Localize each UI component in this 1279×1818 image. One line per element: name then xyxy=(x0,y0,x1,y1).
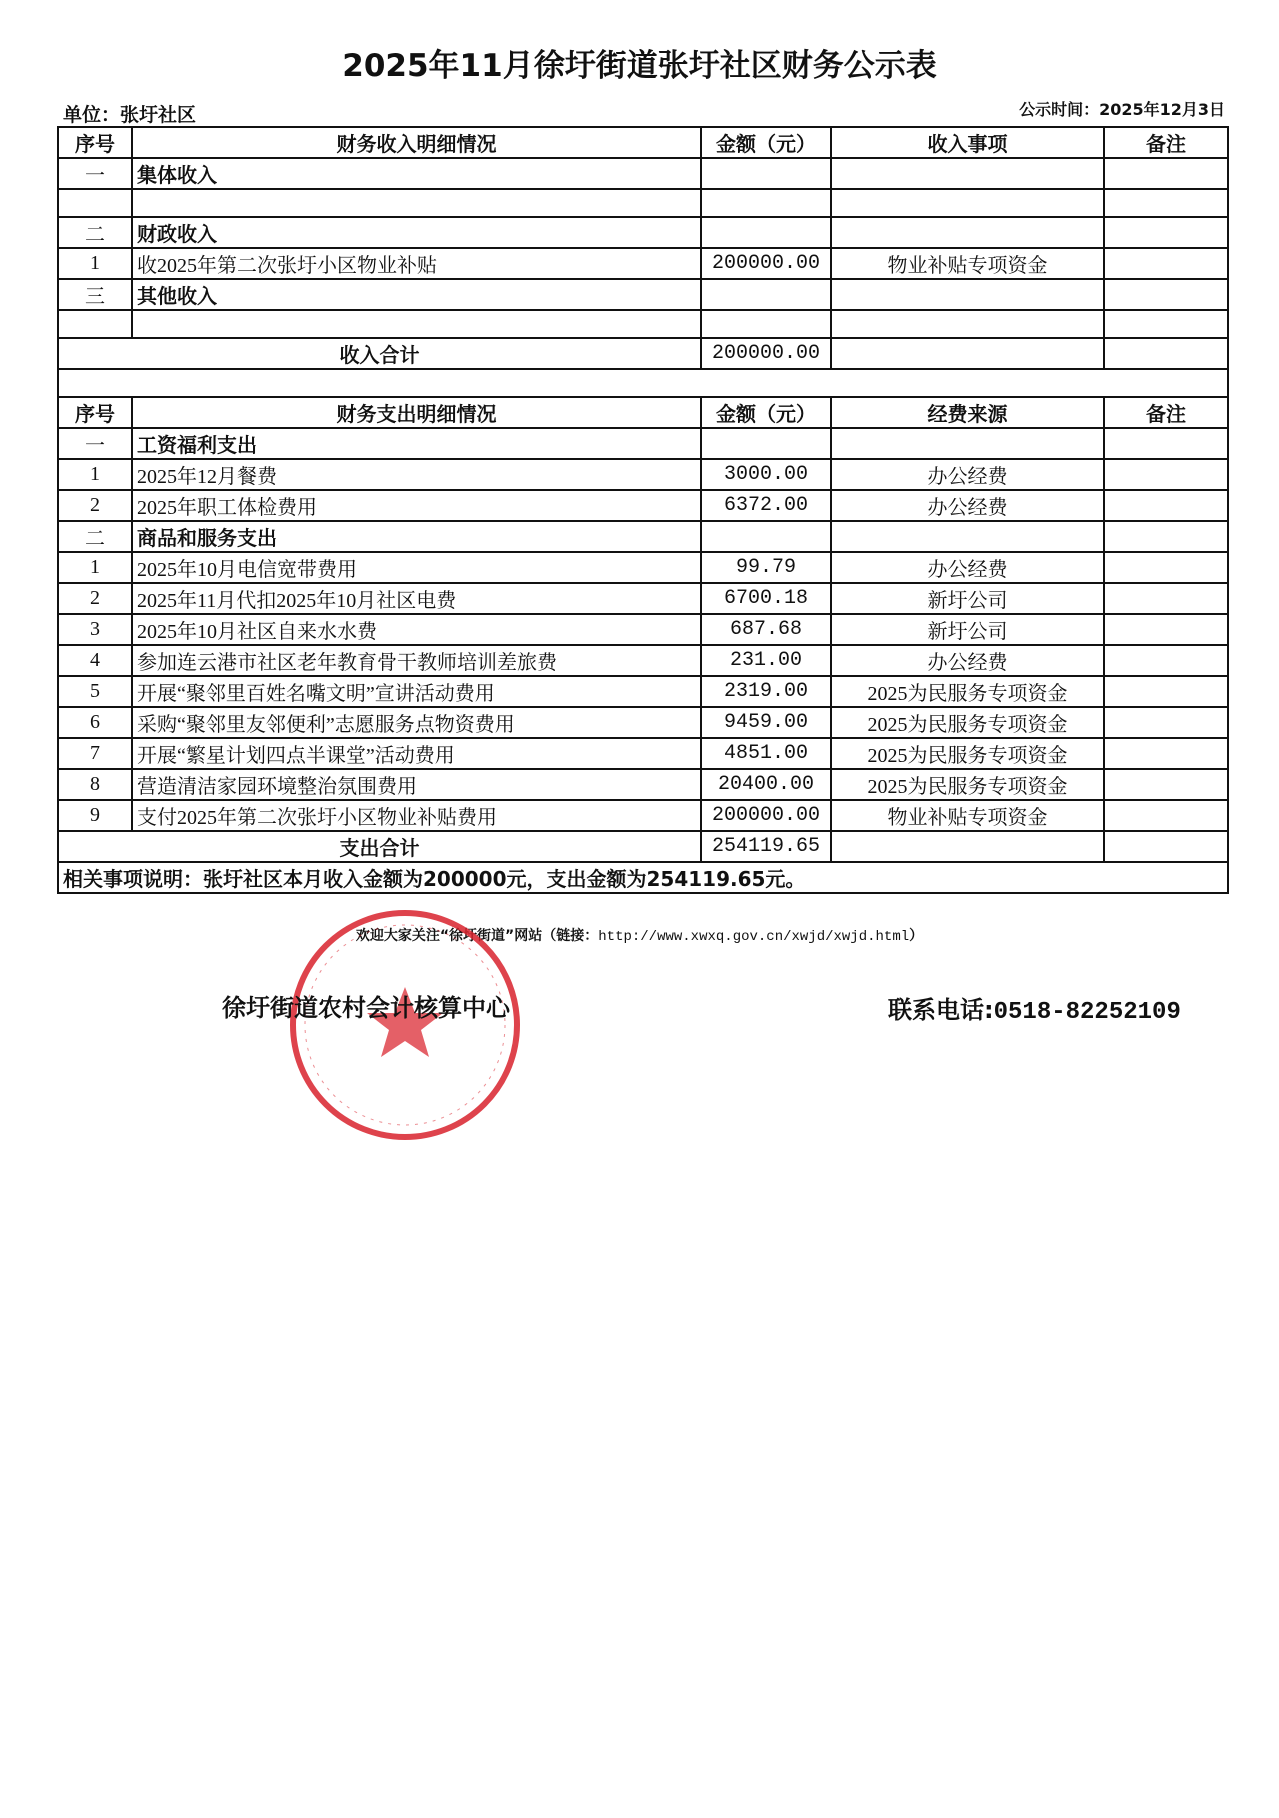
row-item xyxy=(831,158,1104,189)
organization-name: 徐圩街道农村会计核算中心 xyxy=(222,994,510,1022)
row-desc: 2025年职工体检费用 xyxy=(132,490,701,521)
row-desc: 参加连云港市社区老年教育骨干教师培训差旅费 xyxy=(132,645,701,676)
row-remark xyxy=(1104,645,1228,676)
row-amount xyxy=(701,158,831,189)
row-source: 2025为民服务专项资金 xyxy=(831,769,1104,800)
row-desc: 财政收入 xyxy=(132,217,701,248)
income-row xyxy=(58,279,1228,310)
col-header-amount: 金额（元） xyxy=(701,127,831,158)
row-remark xyxy=(1104,800,1228,831)
row-source: 新圩公司 xyxy=(831,614,1104,645)
row-remark xyxy=(1104,310,1228,338)
row-amount: 20400.00 xyxy=(701,769,831,800)
row-source: 办公经费 xyxy=(831,459,1104,490)
row-item xyxy=(831,217,1104,248)
unit-label: 单位：张圩社区 xyxy=(63,104,197,126)
row-remark xyxy=(1104,428,1228,459)
phone-label: 联系电话: xyxy=(888,996,994,1024)
expense-row xyxy=(58,583,1228,614)
expense-row xyxy=(58,800,1228,831)
row-no: 6 xyxy=(58,707,132,738)
income-row xyxy=(58,310,1228,338)
finance-table xyxy=(57,126,1229,894)
row-remark xyxy=(1104,521,1228,552)
row-desc: 2025年12月餐费 xyxy=(132,459,701,490)
row-source: 2025为民服务专项资金 xyxy=(831,707,1104,738)
income-total-item xyxy=(831,338,1104,369)
expense-row xyxy=(58,738,1228,769)
row-amount: 687.68 xyxy=(701,614,831,645)
row-amount xyxy=(701,217,831,248)
website-close: ） xyxy=(909,928,924,944)
row-remark xyxy=(1104,158,1228,189)
row-remark xyxy=(1104,738,1228,769)
row-desc xyxy=(132,310,701,338)
income-total-label: 收入合计 xyxy=(58,338,701,369)
row-amount: 3000.00 xyxy=(701,459,831,490)
row-remark xyxy=(1104,552,1228,583)
row-remark xyxy=(1104,490,1228,521)
website-notice xyxy=(0,925,1279,945)
row-desc xyxy=(132,189,701,217)
row-remark xyxy=(1104,707,1228,738)
row-amount: 200000.00 xyxy=(701,800,831,831)
row-source: 新圩公司 xyxy=(831,583,1104,614)
col-header-fund-source: 经费来源 xyxy=(831,397,1104,428)
row-no: 9 xyxy=(58,800,132,831)
row-item xyxy=(831,279,1104,310)
row-desc: 开展“繁星计划四点半课堂”活动费用 xyxy=(132,738,701,769)
phone-number: 0518-82252109 xyxy=(993,999,1181,1026)
row-item xyxy=(831,189,1104,217)
income-row xyxy=(58,217,1228,248)
row-amount xyxy=(701,428,831,459)
expense-row xyxy=(58,614,1228,645)
expense-total-remark xyxy=(1104,831,1228,862)
row-amount xyxy=(701,310,831,338)
row-no: 4 xyxy=(58,645,132,676)
row-no: 2 xyxy=(58,583,132,614)
row-desc: 营造清洁家园环境整治氛围费用 xyxy=(132,769,701,800)
row-source: 物业补贴专项资金 xyxy=(831,800,1104,831)
expense-total-label: 支出合计 xyxy=(58,831,701,862)
document-title: 2025年11月徐圩街道张圩社区财务公示表 xyxy=(342,48,937,84)
col-header-income-desc: 财务收入明细情况 xyxy=(132,127,701,158)
row-desc: 其他收入 xyxy=(132,279,701,310)
row-remark xyxy=(1104,583,1228,614)
expense-total-source xyxy=(831,831,1104,862)
row-no: 一 xyxy=(58,158,132,189)
col-header-expense-desc: 财务支出明细情况 xyxy=(132,397,701,428)
row-no: 2 xyxy=(58,490,132,521)
expense-row xyxy=(58,459,1228,490)
expense-total-amount: 254119.65 xyxy=(701,831,831,862)
row-amount: 6700.18 xyxy=(701,583,831,614)
row-desc: 2025年11月代扣2025年10月社区电费 xyxy=(132,583,701,614)
row-no: 3 xyxy=(58,614,132,645)
row-no: 7 xyxy=(58,738,132,769)
row-no: 8 xyxy=(58,769,132,800)
row-amount: 99.79 xyxy=(701,552,831,583)
row-amount: 2319.00 xyxy=(701,676,831,707)
row-item xyxy=(831,310,1104,338)
row-desc: 采购“聚邻里友邻便利”志愿服务点物资费用 xyxy=(132,707,701,738)
row-amount: 200000.00 xyxy=(701,248,831,279)
row-desc: 收2025年第二次张圩小区物业补贴 xyxy=(132,248,701,279)
col-header-income-item: 收入事项 xyxy=(831,127,1104,158)
income-total-remark xyxy=(1104,338,1228,369)
publish-date: 公示时间：2025年12月3日 xyxy=(1019,100,1225,119)
row-source: 办公经费 xyxy=(831,490,1104,521)
col-header-remark: 备注 xyxy=(1104,127,1228,158)
expense-total-row xyxy=(58,831,1228,862)
row-desc: 开展“聚邻里百姓名嘴文明”宣讲活动费用 xyxy=(132,676,701,707)
expense-row xyxy=(58,490,1228,521)
col-header-no: 序号 xyxy=(58,127,132,158)
row-no: 1 xyxy=(58,552,132,583)
row-amount xyxy=(701,189,831,217)
related-matters-note: 相关事项说明：张圩社区本月收入金额为200000元，支出金额为254119.65元。 xyxy=(58,862,1228,893)
contact-phone xyxy=(888,990,1181,1026)
row-no: 5 xyxy=(58,676,132,707)
expense-row xyxy=(58,676,1228,707)
row-remark xyxy=(1104,189,1228,217)
row-desc: 集体收入 xyxy=(132,158,701,189)
expense-row xyxy=(58,769,1228,800)
expense-row xyxy=(58,707,1228,738)
website-text: 欢迎大家关注“徐圩街道”网站（链接： xyxy=(355,928,599,944)
expense-row xyxy=(58,521,1228,552)
row-amount: 4851.00 xyxy=(701,738,831,769)
row-amount: 6372.00 xyxy=(701,490,831,521)
row-remark xyxy=(1104,614,1228,645)
row-source xyxy=(831,521,1104,552)
row-desc: 2025年10月社区自来水水费 xyxy=(132,614,701,645)
row-remark xyxy=(1104,459,1228,490)
row-amount: 9459.00 xyxy=(701,707,831,738)
expense-row xyxy=(58,645,1228,676)
row-no: 三 xyxy=(58,279,132,310)
row-source xyxy=(831,428,1104,459)
row-no: 1 xyxy=(58,459,132,490)
row-source: 2025为民服务专项资金 xyxy=(831,676,1104,707)
row-no xyxy=(58,189,132,217)
row-desc: 支付2025年第二次张圩小区物业补贴费用 xyxy=(132,800,701,831)
expense-header-row xyxy=(58,397,1228,428)
row-no: 二 xyxy=(58,217,132,248)
row-remark xyxy=(1104,217,1228,248)
row-source: 办公经费 xyxy=(831,645,1104,676)
row-desc: 2025年10月电信宽带费用 xyxy=(132,552,701,583)
section-spacer-row xyxy=(58,369,1228,397)
row-amount xyxy=(701,279,831,310)
website-link[interactable]: http://www.xwxq.gov.cn/xwjd/xwjd.html xyxy=(598,929,910,945)
row-no: 二 xyxy=(58,521,132,552)
row-no: 1 xyxy=(58,248,132,279)
income-header-row xyxy=(58,127,1228,158)
row-remark xyxy=(1104,279,1228,310)
row-no: 一 xyxy=(58,428,132,459)
section-spacer xyxy=(58,369,1228,397)
row-source: 办公经费 xyxy=(831,552,1104,583)
income-row xyxy=(58,158,1228,189)
official-seal-icon xyxy=(285,905,525,1145)
row-no xyxy=(58,310,132,338)
income-row xyxy=(58,248,1228,279)
row-amount xyxy=(701,521,831,552)
row-remark xyxy=(1104,769,1228,800)
col-header-amount: 金额（元） xyxy=(701,397,831,428)
income-total-amount: 200000.00 xyxy=(701,338,831,369)
col-header-remark: 备注 xyxy=(1104,397,1228,428)
expense-row xyxy=(58,428,1228,459)
row-source: 2025为民服务专项资金 xyxy=(831,738,1104,769)
row-desc: 商品和服务支出 xyxy=(132,521,701,552)
row-remark xyxy=(1104,676,1228,707)
note-row xyxy=(58,862,1228,893)
income-row xyxy=(58,189,1228,217)
row-amount: 231.00 xyxy=(701,645,831,676)
row-desc: 工资福利支出 xyxy=(132,428,701,459)
expense-row xyxy=(58,552,1228,583)
row-item: 物业补贴专项资金 xyxy=(831,248,1104,279)
row-remark xyxy=(1104,248,1228,279)
col-header-no: 序号 xyxy=(58,397,132,428)
income-total-row xyxy=(58,338,1228,369)
